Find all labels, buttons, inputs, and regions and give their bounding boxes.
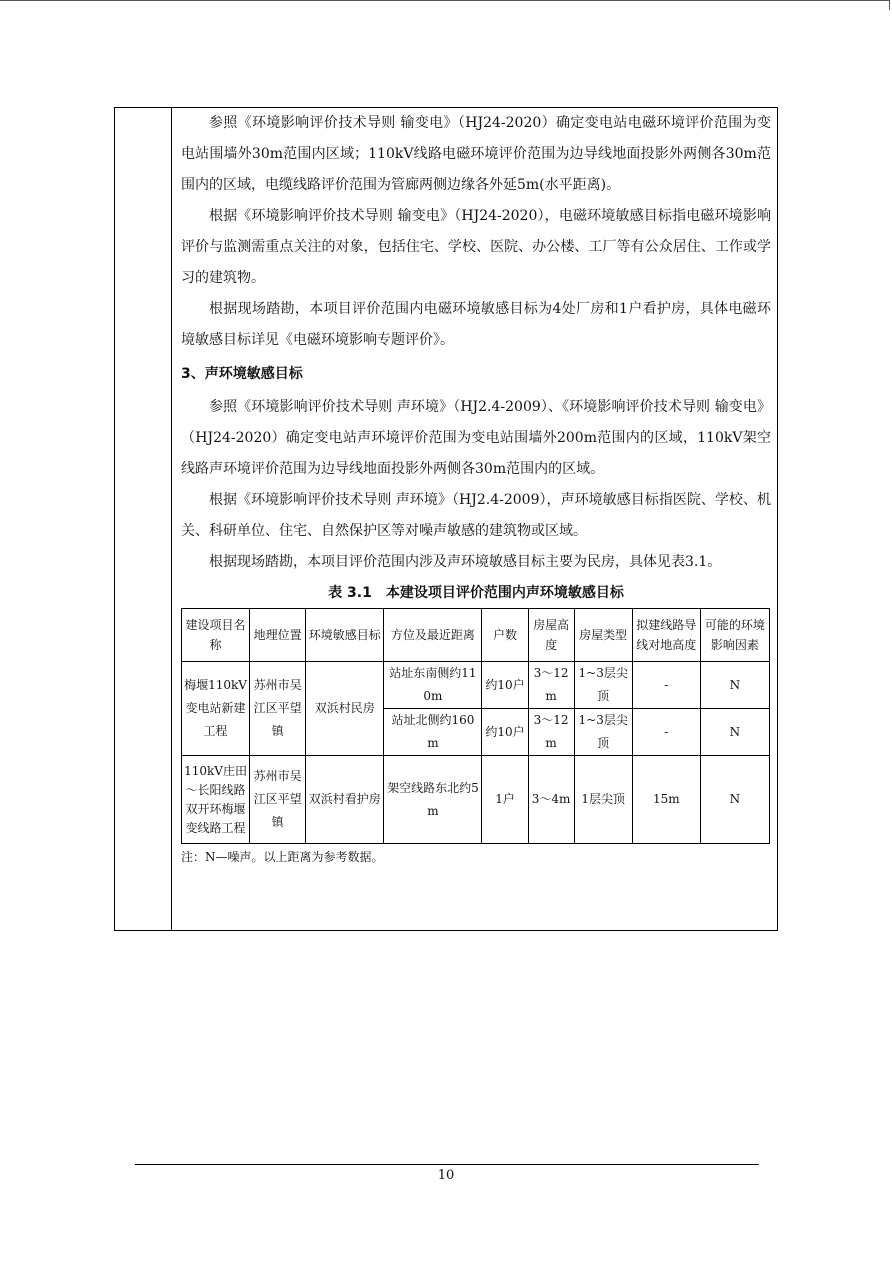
cell-factor: N <box>700 709 769 756</box>
cell-target: 双浜村民房 <box>306 662 384 756</box>
table-row <box>182 662 770 709</box>
paragraph-em-definition: 根据《环境影响评价技术导则 输变电》（HJ24-2020），电磁环境敏感目标指电磁环境影响评价与监测需重点关注的对象，包括住宅、学校、医院、办公楼、工厂等有公众居住、工作或学习的建筑物。 <box>181 208 771 286</box>
cell-households: 约10户 <box>482 709 528 756</box>
table-note: 注：N—噪声。以上距离为参考数据。 <box>181 850 384 864</box>
header-target: 环境敏感目标 <box>306 609 384 662</box>
cell-factor: N <box>700 662 769 709</box>
table-row <box>182 756 770 844</box>
cell-project: 梅堰110kV变电站新建工程 <box>182 662 250 756</box>
cell-type: 1~3层尖顶 <box>574 662 632 709</box>
cell-type: 1层尖顶 <box>574 756 632 844</box>
page-number: 10 <box>437 1168 455 1183</box>
header-households: 户数 <box>482 609 528 662</box>
noise-sensitive-targets-table <box>181 608 770 844</box>
header-project: 建设项目名称 <box>182 609 250 662</box>
paragraph-noise-range: 参照《环境影响评价技术导则 声环境》（HJ2.4-2009）、《环境影响评价技术导则 输变电》（HJ24-2020）确定变电站声环境评价范围为变电站围墙外200m范围内的区域，110kV架空线路声环境评价范围为边导线地面投影外两侧各30m范围内的区域。 <box>181 399 771 477</box>
paragraph-noise-targets: 根据现场踏勘，本项目评价范围内涉及声环境敏感目标主要为民房，具体见表3.1。 <box>209 554 722 570</box>
cell-project: 110kV庄田～长阳线路双开环梅堰变线路工程 <box>182 756 250 844</box>
header-factor: 可能的环境影响因素 <box>700 609 769 662</box>
header-location: 地理位置 <box>250 609 306 662</box>
paragraph-em-targets: 根据现场踏勘，本项目评价范围内电磁环境敏感目标为4处厂房和1户看护房，具体电磁环境敏感目标详见《电磁环境影响专题评价》。 <box>181 301 771 348</box>
cell-direction: 站址东南侧约110m <box>384 662 482 709</box>
content-body <box>181 108 771 870</box>
section-heading-noise: 3、声环境敏感目标 <box>181 366 303 382</box>
cell-line-height: - <box>632 709 700 756</box>
footer-rule <box>135 1164 759 1165</box>
paragraph-noise-definition: 根据《环境影响评价技术导则 声环境》（HJ2.4-2009），声环境敏感目标指医院、学校、机关、科研单位、住宅、自然保护区等对噪声敏感的建筑物或区域。 <box>181 492 771 539</box>
cell-households: 约10户 <box>482 662 528 709</box>
cell-type: 1~3层尖顶 <box>574 709 632 756</box>
cell-direction: 站址北侧约160m <box>384 709 482 756</box>
cell-height: 3～4m <box>528 756 574 844</box>
table-title: 表 3.1 本建设项目评价范围内声环境敏感目标 <box>328 585 624 601</box>
top-border-line <box>0 0 889 1</box>
content-frame <box>114 107 778 931</box>
cell-location: 苏州市吴江区平望镇 <box>250 756 306 844</box>
cell-households: 1户 <box>482 756 528 844</box>
cell-location: 苏州市吴江区平望镇 <box>250 662 306 756</box>
right-border-line <box>889 0 890 10</box>
header-direction: 方位及最近距离 <box>384 609 482 662</box>
cell-line-height: 15m <box>632 756 700 844</box>
cell-target: 双浜村看护房 <box>306 756 384 844</box>
cell-line-height: - <box>632 662 700 709</box>
cell-height: 3～12m <box>528 662 574 709</box>
header-type: 房屋类型 <box>574 609 632 662</box>
header-line-height: 拟建线路导线对地高度 <box>632 609 700 662</box>
cell-factor: N <box>700 756 769 844</box>
cell-height: 3～12m <box>528 709 574 756</box>
header-height: 房屋高度 <box>528 609 574 662</box>
frame-left-column-divider <box>171 108 172 930</box>
cell-direction: 架空线路东北约5m <box>384 756 482 844</box>
table-header-row <box>182 609 770 662</box>
paragraph-em-range: 参照《环境影响评价技术导则 输变电》（HJ24-2020）确定变电站电磁环境评价范围为变电站围墙外30m范围内区域；110kV线路电磁环境评价范围为边导线地面投影外两侧各30m范围内的区域，电缆线路评价范围为管廊两侧边缘各外延5m(水平距离)。 <box>181 115 771 193</box>
